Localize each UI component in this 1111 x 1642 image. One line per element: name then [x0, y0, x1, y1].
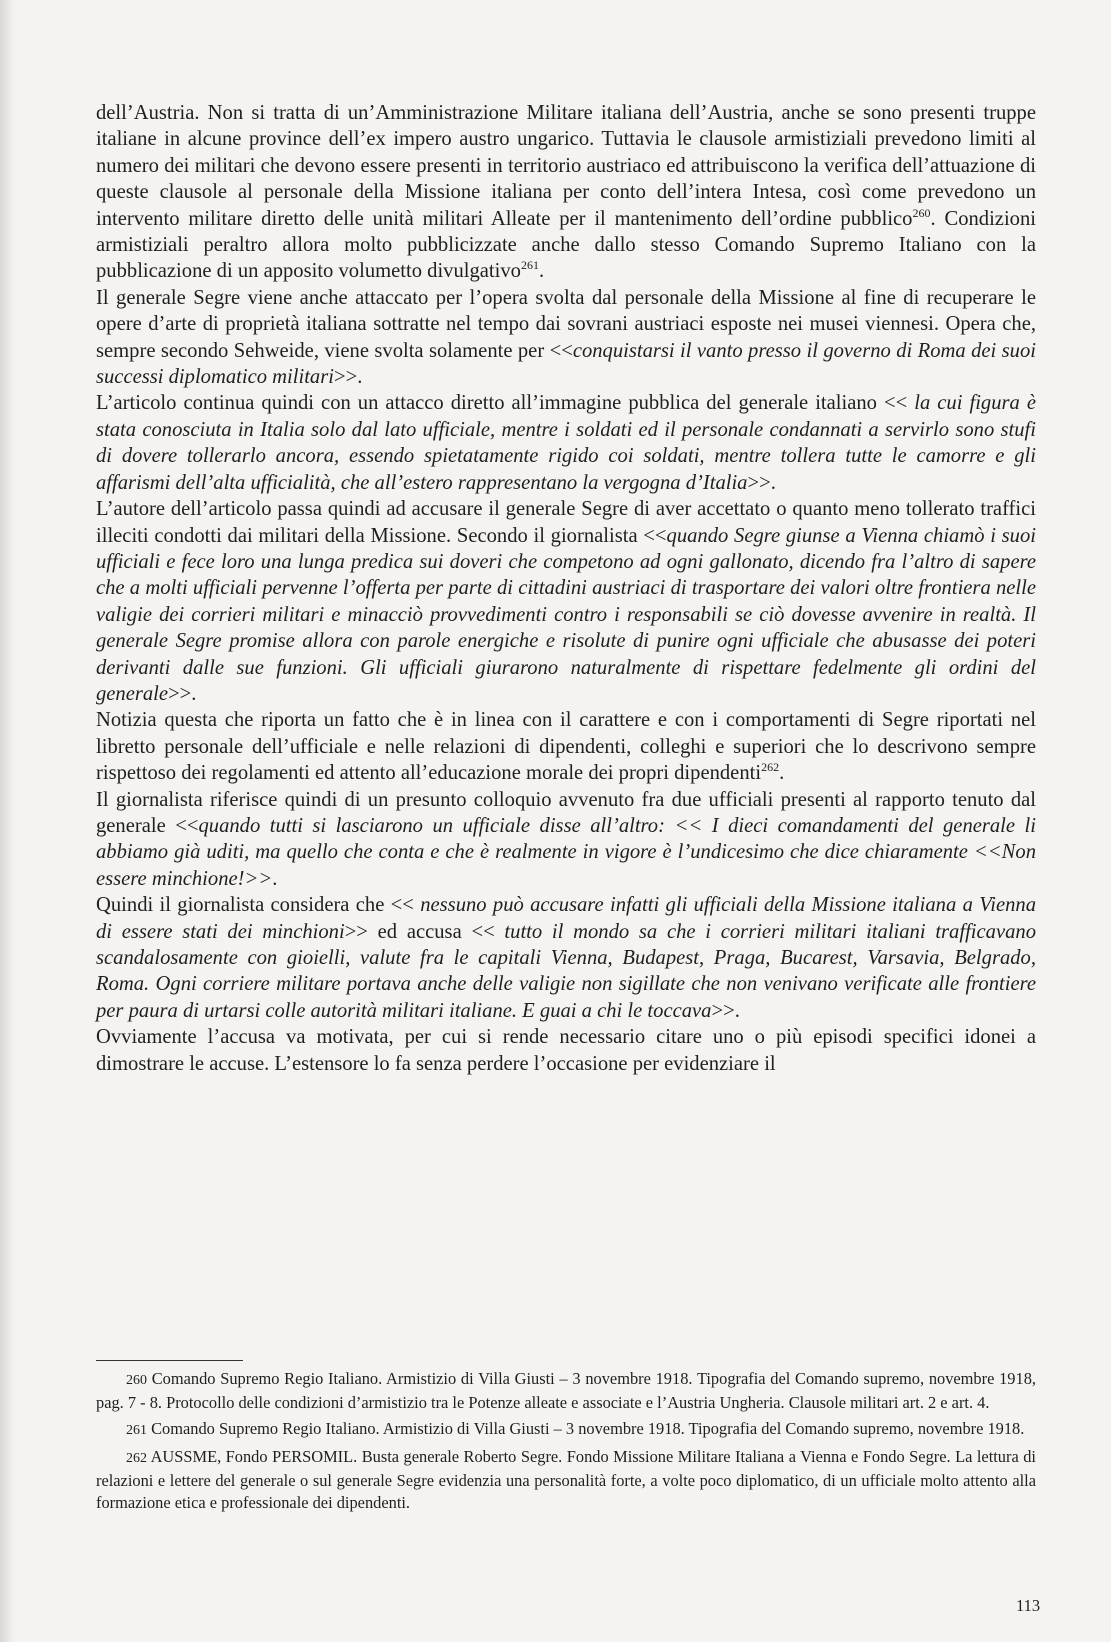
footnote — [96, 1418, 1036, 1442]
paragraph — [96, 100, 1036, 285]
paragraph — [96, 787, 1036, 893]
paragraph — [96, 707, 1036, 786]
text-run: >>. — [747, 471, 776, 494]
text-run: dell’Austria. Non si tratta di un’Amministrazione Militare italiana dell’Austria, anche se sono presenti truppe italiane in alcune province dell’ex impero austro ungarico. Tuttavia le clausole armistiziali prevedono limiti al numero dei militari che devono essere presenti in territorio austriaco ed attribuiscono la verifica dell’attuazione di queste clausole al personale della Missione italiana per conto dell’intera Intesa, così come prevedono un intervento militare diretto delle unità militari Alleate per il mantenimento dell’ordine pubblico — [96, 102, 1036, 230]
text-run: . — [538, 260, 545, 283]
text-run: . — [272, 867, 278, 890]
paragraph — [96, 1024, 1036, 1077]
text-run: . Condizioni armistiziali peraltro allora molto pubblicizzate anche dallo stesso Comando Supremo Italiano con la pubblicazione di un apposito volumetto divulgativo — [96, 207, 1036, 283]
text-run: Ovviamente l’accusa va motivata, per cui si rende necessario citare uno o più episodi specifici idonei a dimostrare le accuse. L’estensore lo fa senza perdere l’occasione per evidenziare il — [96, 1026, 1036, 1075]
footnote-text: AUSSME, Fondo PERSOMIL. Busta generale Roberto Segre. Fondo Missione Militare Italiana a Vienna e Fondo Segre. La lettura di relazioni e lettere del generale o sul generale Segre evidenzia una personalità forte, a volte poco diplomatico, di un ufficiale molto attento alla formazione etica e professionale dei dipendenti. — [96, 1447, 1036, 1512]
text-run: Il giornalista riferisce quindi di un presunto colloquio avvenuto fra due ufficiali presenti al rapporto tenuto dal generale << — [96, 788, 1036, 837]
quoted-italic-text: nessuno può accusare infatti gli ufficiali della Missione italiana a Vienna di essere stati dei minchioni — [96, 894, 1036, 943]
quoted-italic-text: quando tutti si lasciarono un ufficiale disse all’altro: << I dieci comandamenti del generale li abbiamo già uditi, ma quello che conta e che è realmente in vigore è l’undicesimo che dice chiaramente <<Non essere minchione!>> — [96, 814, 1036, 890]
footnote — [96, 1368, 1036, 1414]
footnote-text: Comando Supremo Regio Italiano. Armistizio di Villa Giusti – 3 novembre 1918. Tipografia del Comando supremo, novembre 1918. — [151, 1419, 1025, 1438]
text-run: >> ed accusa << — [344, 920, 505, 943]
footnote-text: Comando Supremo Regio Italiano. Armistizio di Villa Giusti – 3 novembre 1918. Tipografia del Comando supremo, novembre 1918, pag. 7 - 8. Protocollo delle condizioni d’armistizio tra le Potenze alleate e associate e l’Austria Ungheria. Clausole militari art. 2 e art. 4. — [96, 1369, 1036, 1412]
text-run: L’articolo continua quindi con un attacco diretto all’immagine pubblica del generale italiano << — [96, 392, 915, 415]
page-number: 113 — [1016, 1596, 1041, 1615]
quoted-italic-text: tutto il mondo sa che i corrieri militari italiani trafficavano scandalosamente con gioielli, valute fra le capitali Vienna, Budapest, Praga, Bucarest, Varsavia, Belgrado, Roma. Ogni corriere militare portava anche delle valigie non sigillate che non venivano verificate alle frontiere per paura di urtarsi colle autorità militari italiane. E guai a chi le toccava — [96, 920, 1036, 1022]
quoted-italic-text: la cui figura è stata conosciuta in Italia solo dal lato ufficiale, mentre i soldati ed il personale condannati a servirlo sono stufi di dovere tollerarlo ancora, essendo spietatamente rigido coi soldati, mentre tollera tutte le camorre e gli affarismi dell’alta ufficialità, che all’estero rappresentano la vergogna d’Italia — [96, 392, 1036, 494]
text-run: >>. — [711, 999, 740, 1022]
text-run: >>. — [333, 366, 363, 389]
text-run: . — [779, 762, 785, 785]
quoted-italic-text: quando Segre giunse a Vienna chiamò i suoi ufficiali e fece loro una lunga predica sui doveri che competono ad ogni gallonato, dicendo fra l’altro di sapere che a molti ufficiali pervenne l’offerta per parte di cittadini austriaci di trasportare dei valori oltre frontiera nelle valigie dei corrieri militari e minacciò provvedimenti contro i responsabili se ciò dovesse avvenire in realtà. Il generale Segre promise allora con parole energiche e risolute di punire ogni ufficiale che abusasse dei poteri derivanti dalle sue funzioni. Gli ufficiali giurarono naturalmente di rispettare fedelmente gli ordini del generale — [96, 524, 1036, 705]
footnotes — [96, 1368, 1036, 1518]
footnote — [96, 1446, 1036, 1514]
footnote-reference: 261 — [520, 258, 539, 273]
footnote-number: 262 — [126, 1451, 147, 1466]
paragraph — [96, 892, 1036, 1024]
quoted-italic-text: conquistarsi il vanto presso il governo di Roma dei suoi successi diplomatico militari — [96, 339, 1036, 389]
footnote-reference: 260 — [912, 205, 931, 220]
footnote-number: 261 — [126, 1423, 147, 1438]
footnote-number: 260 — [126, 1373, 147, 1388]
text-run: Notizia questa che riporta un fatto che è in linea con il carattere e con i comportamenti di Segre riportati nel libretto personale dell’ufficiale e nelle relazioni di dipendenti, colleghi e superiori che lo descrivono sempre rispettoso dei regolamenti ed attento all’educazione morale dei propri dipendenti — [96, 709, 1036, 785]
text-run: >>. — [168, 682, 197, 705]
paragraph — [96, 285, 1036, 391]
page-edge-shadow — [0, 0, 14, 1642]
body-text — [96, 100, 1036, 1077]
text-run: Quindi il giornalista considera che << — [96, 894, 421, 917]
footnote-reference: 262 — [761, 760, 780, 775]
text-run: L’autore dell’articolo passa quindi ad accusare il generale Segre di aver accettato o quanto meno tollerato traffici illeciti condotti dai militari della Missione. Secondo il giornalista << — [96, 498, 1036, 547]
paragraph — [96, 390, 1036, 496]
text-run: Il generale Segre viene anche attaccato per l’opera svolta dal personale della Missione al fine di recuperare le opere d’arte di proprietà italiana sottratte nel tempo dai sovrani austriaci esposte nei musei viennesi. Opera che, sempre secondo Sehweide, viene svolta solamente per << — [96, 286, 1036, 362]
footnote-separator — [96, 1360, 243, 1361]
paragraph — [96, 496, 1036, 707]
